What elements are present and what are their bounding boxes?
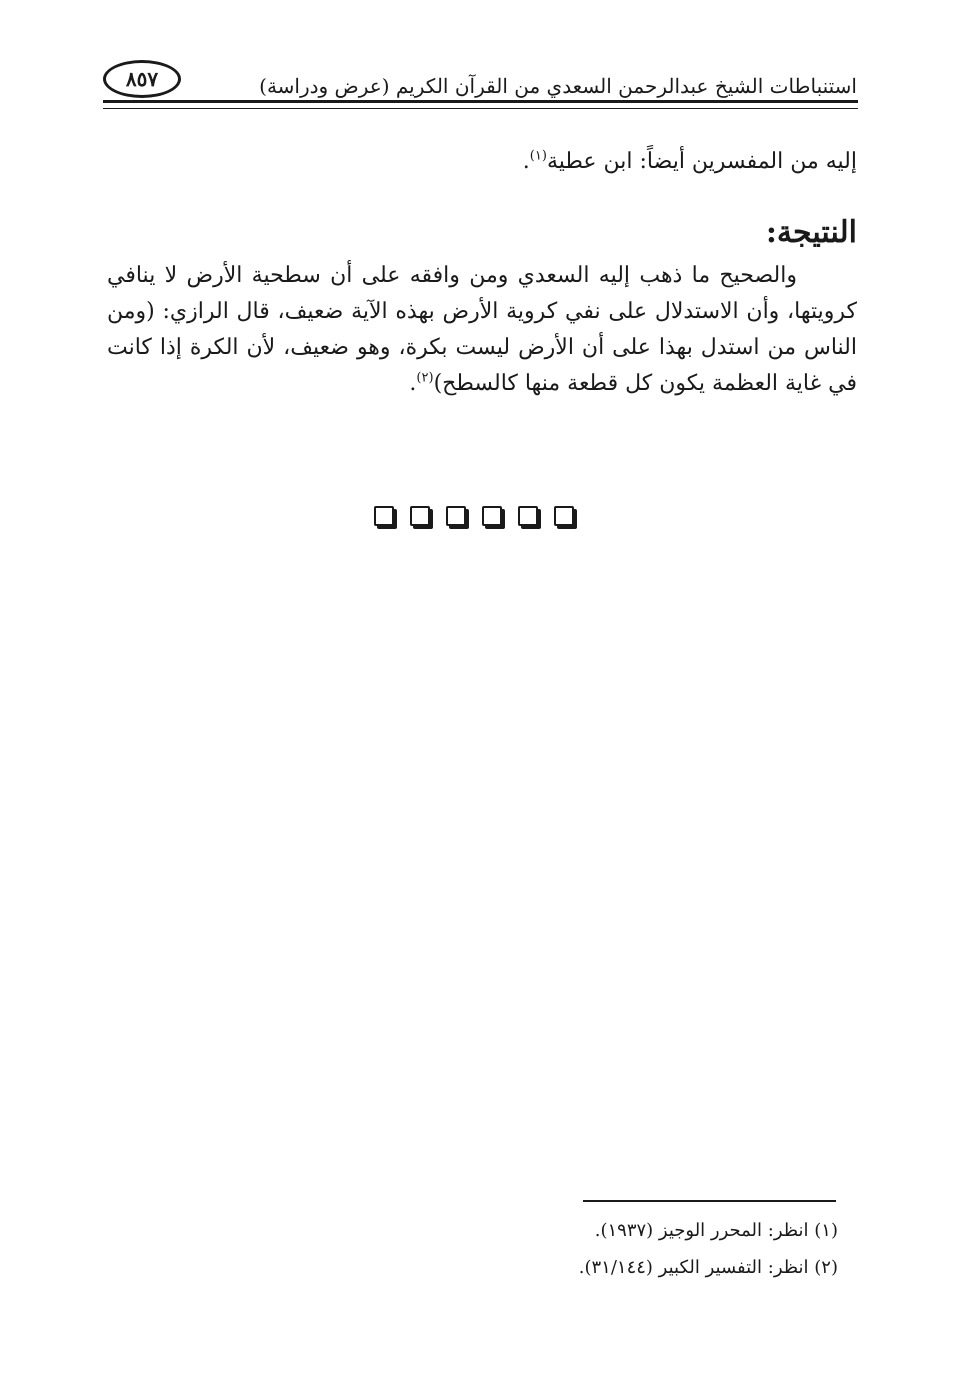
footnote-separator-rule [583, 1200, 836, 1202]
footnote-text: انظر: التفسير الكبير (٣١/١٤٤). [578, 1257, 809, 1278]
paragraph-text: والصحيح ما ذهب إليه السعدي ومن وافقه على أن سطحية الأرض لا ينافي كرويتها، وأن الاستدلال على نفي كروية الأرض بهذه الآية ضعيف، قال الرازي: (ومن الناس من استدل بهذا على أن الأرض ليست بكرة، وهو ضعيف، لأن الكرة إذا كانت في غاية العظمة يكون كل قطعة منها كالسطح) [107, 263, 857, 396]
footnote-ref-2: (٢) [416, 370, 434, 386]
continued-line-text: إليه من المفسرين أيضاً: ابن عطية [546, 149, 857, 174]
footnote-1 [338, 1212, 838, 1249]
footnote-ref-1: (١) [529, 148, 547, 164]
header-rule-thin [103, 108, 858, 109]
continued-text-line [107, 140, 857, 184]
section-heading: النتيجة: [765, 215, 857, 250]
footnote-number: (٢) [814, 1257, 838, 1278]
separator-square-icon [518, 506, 538, 526]
separator-square-icon [482, 506, 502, 526]
separator-square-icon [554, 506, 574, 526]
continued-line-end: . [522, 149, 530, 174]
footnote-text: انظر: المحرر الوجيز (١٩٣٧). [594, 1220, 809, 1241]
page-number-badge [103, 60, 181, 98]
separator-square-icon [374, 506, 394, 526]
separator-square-icon [410, 506, 430, 526]
separator-square-icon [446, 506, 466, 526]
section-separator [374, 506, 574, 530]
footnotes [338, 1212, 838, 1286]
page-number: ٨٥٧ [125, 67, 159, 91]
header-rule-thick [103, 100, 858, 103]
running-header-title: استنباطات الشيخ عبدالرحمن السعدي من القرآن الكريم (عرض ودراسة) [259, 74, 857, 98]
paragraph-end: . [409, 371, 417, 396]
footnote-number: (١) [814, 1220, 838, 1241]
footnote-2 [338, 1249, 838, 1286]
body-paragraph [107, 258, 857, 402]
